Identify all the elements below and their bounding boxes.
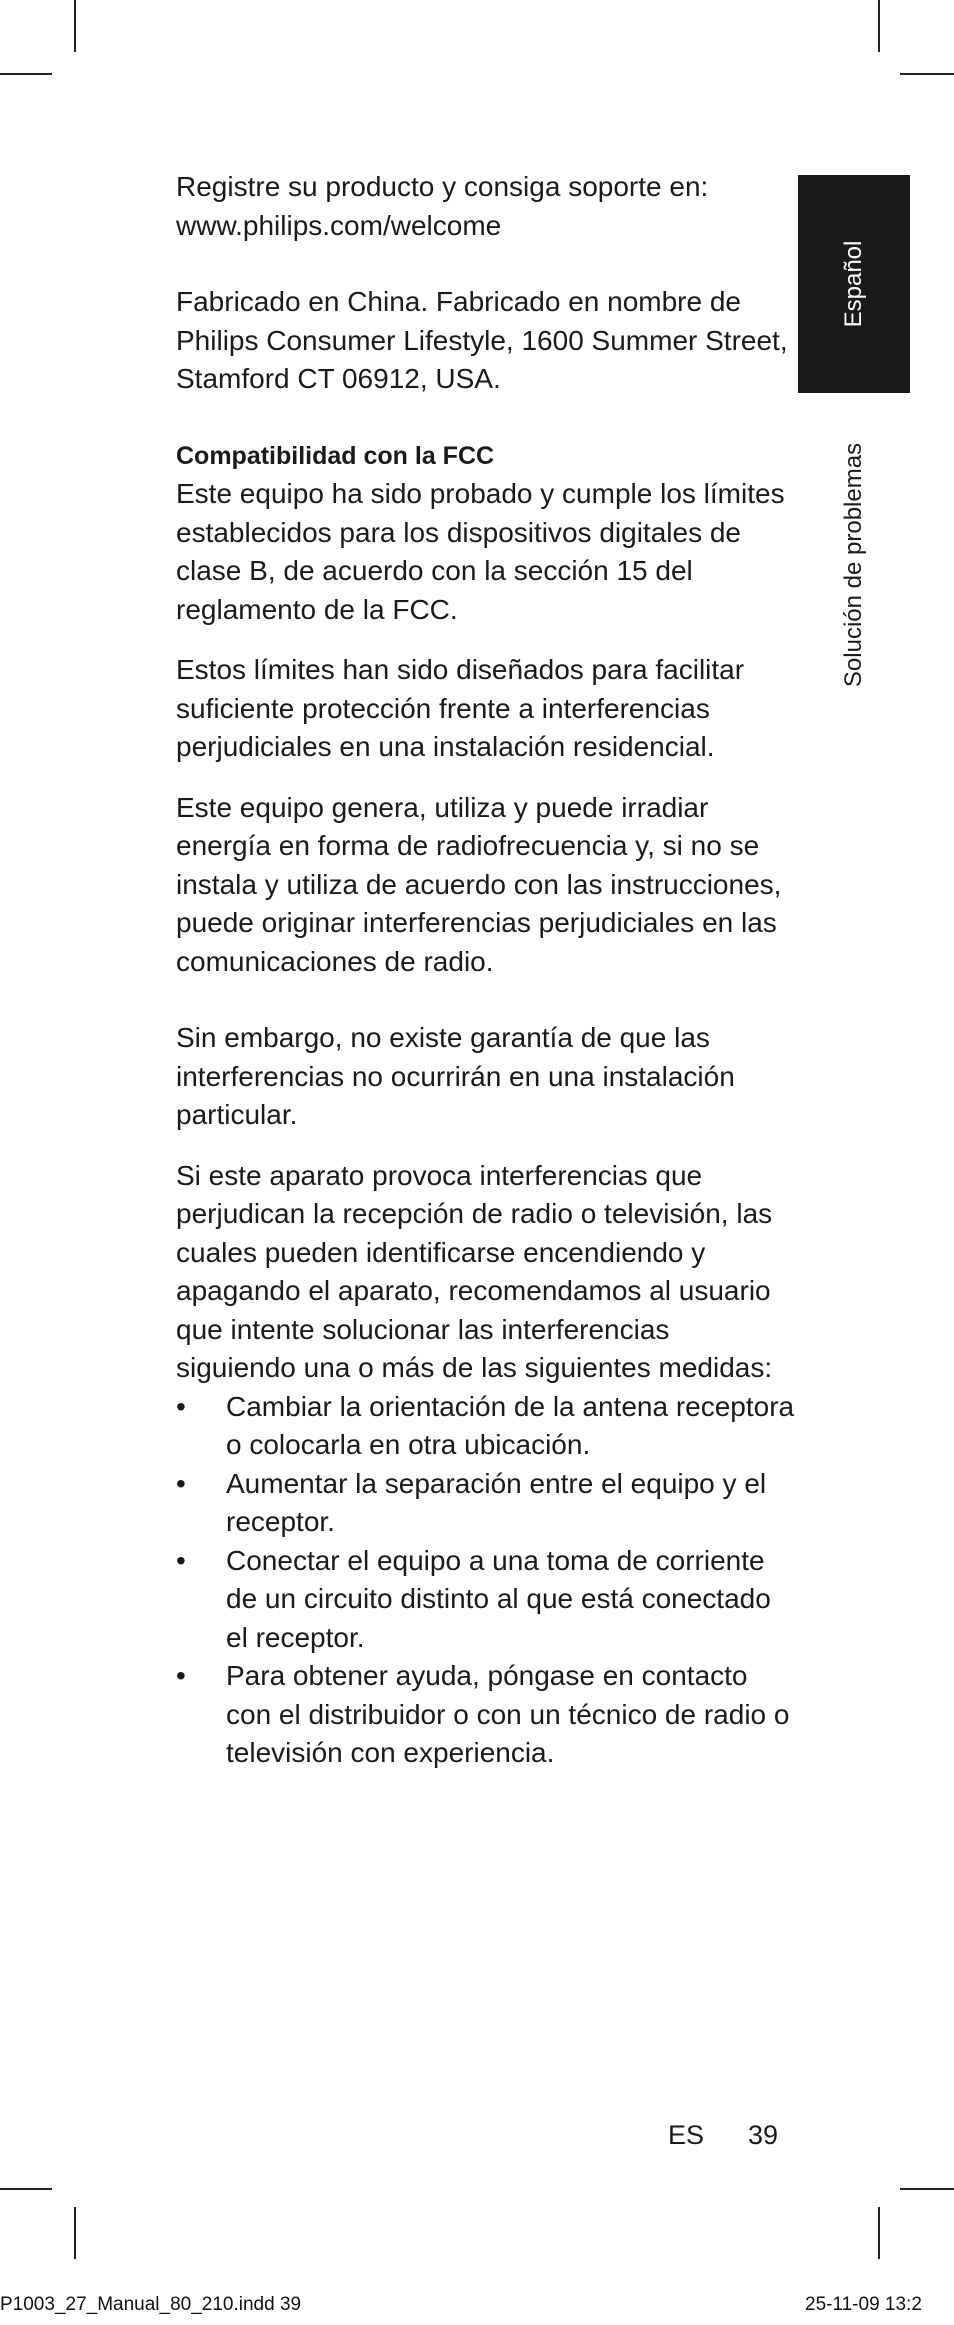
- fcc-paragraph-4: Sin embargo, no existe garantía de que las interferencias no ocurrirán en una instalación particular.: [176, 1022, 735, 1130]
- page-number: 39: [748, 2120, 779, 2150]
- fcc-paragraph-5: Si este aparato provoca interferencias que perjudican la recepción de radio o televisión, las cuales pueden identificarse encendiendo y apagando el aparato, recomendamos al usuario que intente solucionar las interferencias siguiendo una o más de las siguientes medidas:: [176, 1159, 773, 1383]
- language-tab-label: Español: [840, 240, 867, 328]
- list-item: [176, 1465, 796, 1542]
- register-line: Registre su producto y consiga soporte en:: [176, 171, 709, 202]
- language-code: ES: [668, 2120, 705, 2150]
- bullet-icon: •: [176, 1467, 186, 1499]
- fcc-paragraph-3: Este equipo genera, utiliza y puede irradiar energía en forma de radiofrecuencia y, si no se instala y utiliza de acuerdo con las instrucciones, puede originar interferencias perjudiciales en las comunicaciones de radio.: [176, 791, 782, 977]
- list-item-text: Cambiar la orientación de la antena receptora o colocarla en otra ubicación.: [226, 1390, 795, 1460]
- crop-mark-bottom-right-vertical: [878, 2207, 880, 2259]
- bullet-icon: •: [176, 1390, 186, 1422]
- measures-list: [176, 1388, 796, 1773]
- section-tab-label: Solución de problemas: [840, 442, 867, 688]
- language-tab: [798, 175, 910, 393]
- crop-mark-top-right-horizontal: [900, 73, 954, 75]
- crop-mark-bottom-left-vertical: [74, 2207, 76, 2259]
- list-item-text: Conectar el equipo a una toma de corriente de un circuito distinto al que está conectado el receptor.: [226, 1544, 771, 1653]
- crop-mark-bottom-right-horizontal: [900, 2188, 954, 2190]
- fcc-paragraph-1: Este equipo ha sido probado y cumple los límites establecidos para los dispositivos digitales de clase B, de acuerdo con la sección 15 del reglamento de la FCC.: [176, 478, 785, 625]
- crop-mark-top-right-vertical: [878, 0, 880, 52]
- list-item: [176, 1388, 796, 1465]
- list-item: [176, 1657, 796, 1773]
- register-url: www.philips.com/welcome: [176, 209, 502, 241]
- page-content: [176, 168, 796, 1773]
- print-slug-file: P1003_27_Manual_80_210.indd 39: [0, 2294, 302, 2315]
- list-item: [176, 1542, 796, 1658]
- bullet-icon: •: [176, 1660, 186, 1691]
- fcc-paragraph-2: Estos límites han sido diseñados para facilitar suficiente protección frente a interferencias perjudiciales en una instalación residencial.: [176, 654, 745, 762]
- section-tab: [798, 420, 910, 710]
- manufacturer-info: Fabricado en China. Fabricado en nombre de Philips Consumer Lifestyle, 1600 Summer Street, Stamford CT 06912, USA.: [176, 286, 788, 394]
- list-item-text: Para obtener ayuda, póngase en contacto con el distribuidor o con un técnico de radio o televisión con experiencia.: [226, 1660, 790, 1768]
- crop-mark-bottom-left-horizontal: [0, 2188, 52, 2190]
- bullet-icon: •: [176, 1544, 186, 1576]
- fcc-heading: Compatibilidad con la FCC: [176, 441, 495, 470]
- crop-mark-top-left-vertical: [74, 0, 76, 52]
- crop-mark-top-left-horizontal: [0, 73, 52, 75]
- print-slug-datetime: 25-11-09 13:2: [805, 2294, 922, 2315]
- list-item-text: Aumentar la separación entre el equipo y el receptor.: [226, 1467, 767, 1537]
